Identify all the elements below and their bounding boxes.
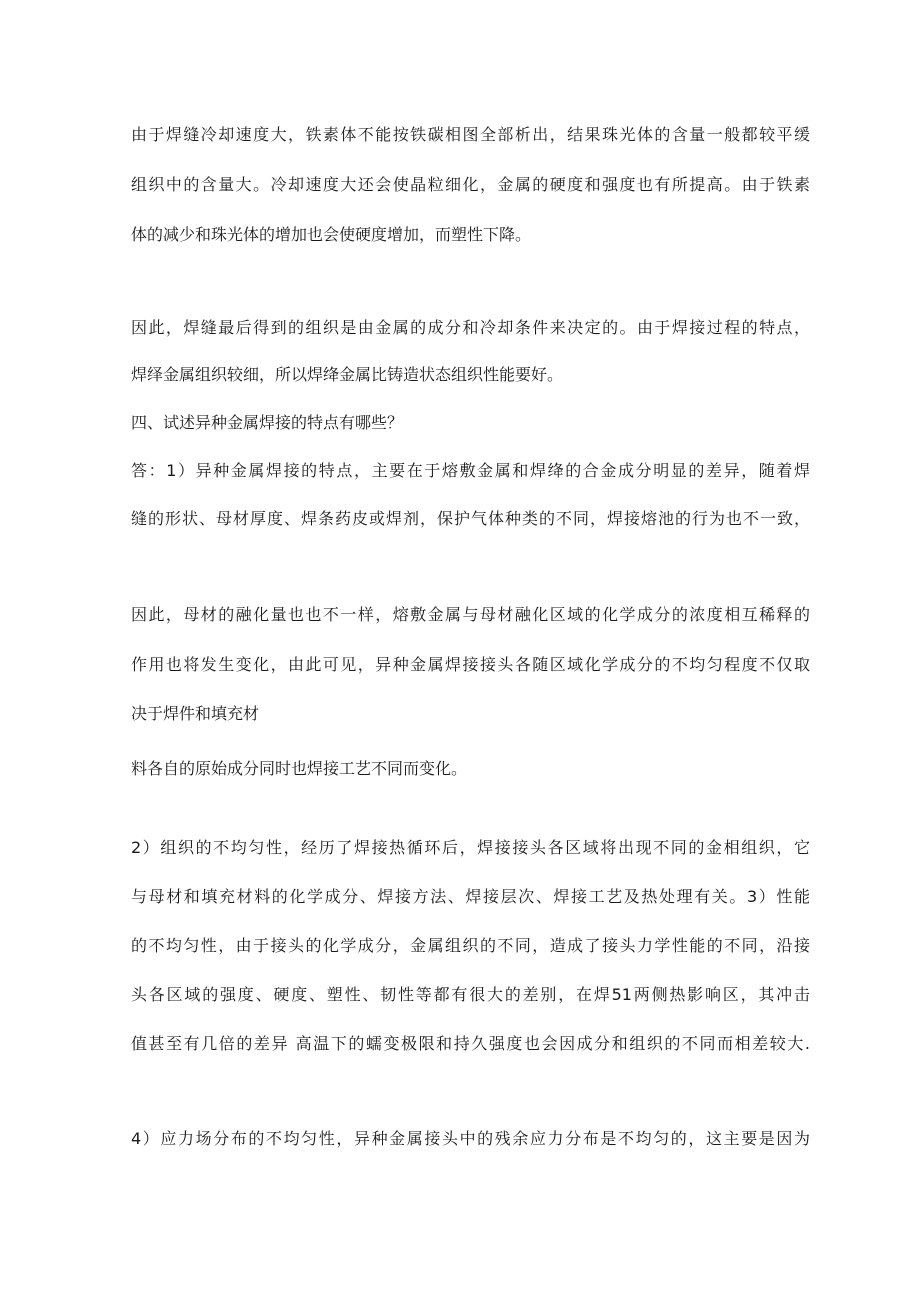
text-line: 料各自的原始成分同时也焊接工艺不同而变化。 xyxy=(131,759,468,778)
text-line: 头各区域的强度、硬度、塑性、韧性等都有很大的差别，在焊51两侧热影响区，其冲击 xyxy=(131,985,810,1004)
text-line: 作用也将发生变化，由此可见，异种金属焊接接头各随区域化学成分的不均匀程度不仅取 xyxy=(131,655,810,674)
text-line: 的不均匀性，由于接头的化学成分，金属组织的不同，造成了接头力学性能的不同，沿接 xyxy=(131,936,810,955)
text-line: 2）组织的不均匀性，经历了焊接热循环后，焊接接头各区域将出现不同的金相组织，它 xyxy=(131,838,810,857)
text-line: 值甚至有几倍的差异 高温下的蠕变极限和持久强度也会因成分和组织的不同而相差较大. xyxy=(131,1034,810,1053)
text-line: 4）应力场分布的不均匀性，异种金属接头中的残余应力分布是不均匀的，这主要是因为 xyxy=(131,1129,810,1148)
text-line: 决于焊件和填充材 xyxy=(131,704,260,723)
section-heading: 四、试述异种金属焊接的特点有哪些？ xyxy=(131,413,404,432)
text-line: 答：1）异种金属焊接的特点，主要在于熔敷金属和焊绛的合金成分明显的差异，随着焊 xyxy=(131,461,810,480)
text-line: 体的减少和珠光体的增加也会使硬度增加，而塑性下降。 xyxy=(131,225,532,244)
text-line: 与母材和填充材料的化学成分、焊接方法、焊接层次、焊接工艺及热处理有关。3）性能 xyxy=(131,887,810,906)
text-line: 由于焊缝冷却速度大，铁素体不能按铁碳相图全部析出，结果珠光体的含量一般都较平缓 xyxy=(131,125,810,144)
text-line: 因此，母材的融化量也也不一样，熔敷金属与母材融化区域的化学成分的浓度相互稀释的 xyxy=(131,605,810,624)
text-line: 因此，焊缝最后得到的组织是由金属的成分和冷却条件来决定的。由于焊接过程的特点， xyxy=(131,318,810,337)
text-line: 焊绎金属组织较细，所以焊绛金属比铸造状态组织性能要好。 xyxy=(131,365,564,384)
text-line: 组织中的含量大。冷却速度大还会使晶粒细化，金属的硬度和强度也有所提高。由于铁素 xyxy=(131,175,810,194)
text-line: 缝的形状、母材厚度、焊条药皮或焊剂，保护气体种类的不同，焊接熔池的行为也不一致， xyxy=(131,509,810,528)
